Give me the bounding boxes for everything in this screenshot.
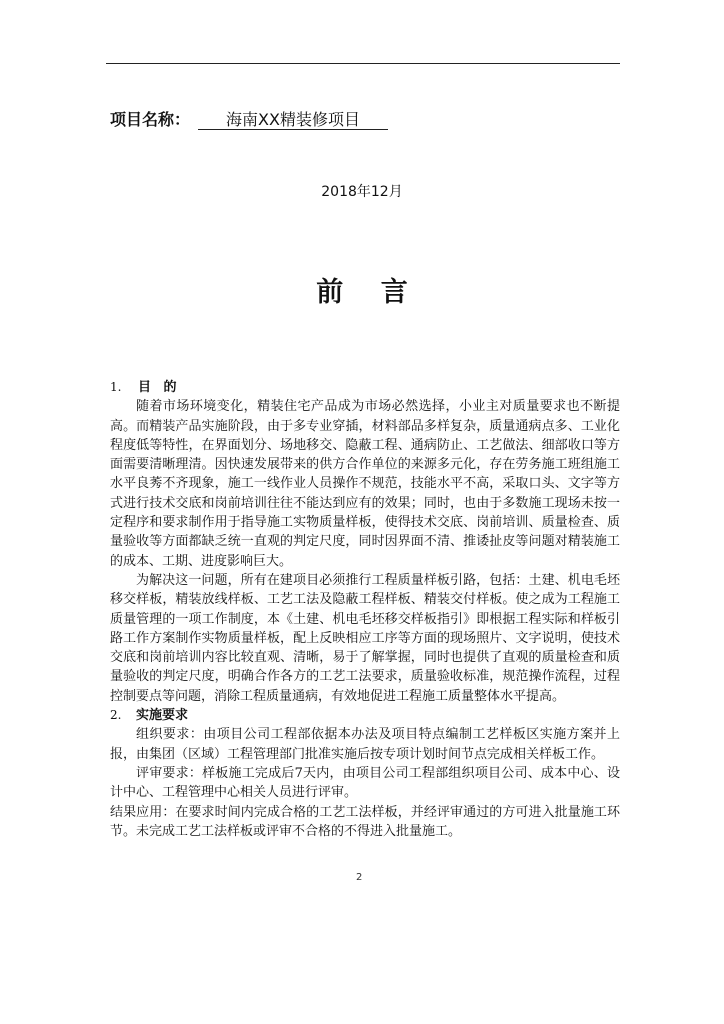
paragraph: 随着市场环境变化，精装住宅产品成为市场必然选择，小业主对质量要求也不断提高。而精装产品实施阶段，由于多专业穿插，材料部品多样复杂，质量通病点多、工业化程度低等特性，在界面划分、场地移交、隐蔽工程、通病防止、工艺做法、细部收口等方面需要清晰理清。因快速发展带来的供方合作单位的来源多元化，存在劳务施工班组施工水平良莠不齐现象，施工一线作业人员操作不规范，技能水平不高，采取口头、文字等方式进行技术交底和岗前培训往往不能达到应有的效果；同时，也由于多数施工现场未按一定程序和要求制作用于指导施工实物质量样板，使得技术交底、岗前培训、质量检查、质量验收等方面都缺乏统一直观的判定尺度，同时因界面不清、推诿扯皮等问题对精装施工的成本、工期、进度影响巨大。 <box>110 399 620 569</box>
project-name-label: 项目名称： <box>110 110 191 129</box>
paragraph: 为解决这一问题，所有在建项目必须推行工程质量样板引路，包括：土建、机电毛坯移交样板，精装放线样板、工艺工法及隐蔽工程样板、精装交付样板。使之成为工程施工质量管理的一项工作制度，本《土建、机电毛坯移交样板指引》即根据工程实际和样板引路工作方案制作实物质量样板，配上反映相应工序等方面的现场照片、文字说明，使技术交底和岗前培训内容比较直观、清晰，易于了解掌握，同时也提供了直观的质量检查和质量验收的判定尺度，明确合作各方的工艺工法要求，质量验收标准，规范操作流程，过程控制要点等问题，消除工程质量通病，有效地促进工程施工质量整体水平提高。 <box>110 572 620 704</box>
section-title: 实施要求 <box>136 708 189 724</box>
document-body <box>110 378 620 841</box>
section-number: 1. <box>110 380 122 394</box>
page-number: 2 <box>356 872 363 883</box>
document-date: 2018年12月 <box>321 184 403 200</box>
section-heading-purpose <box>110 378 620 397</box>
project-name-value: 海南XX精装修项目 <box>198 111 388 130</box>
paragraph: 结果应用：在要求时间内完成合格的工艺工法样板，并经评审通过的方可进入批量施工环节。未完成工艺工法样板或评审不合格的不得进入批量施工。 <box>110 804 620 839</box>
header-rule <box>106 63 620 64</box>
paragraph: 组织要求：由项目公司工程部依据本办法及项目特点编制工艺样板区实施方案并上报，由集团（区域）工程管理部门批准实施后按专项计划时间节点完成相关样板工作。 <box>110 727 620 762</box>
section-number: 2. <box>110 708 122 723</box>
paragraph: 评审要求：样板施工完成后7天内，由项目公司工程部组织项目公司、成本中心、设计中心、工程管理中心相关人员进行评审。 <box>110 765 620 801</box>
section-heading-requirements <box>110 706 620 725</box>
page-title: 前 言 <box>316 277 422 308</box>
section-title: 目 的 <box>138 380 181 395</box>
project-name-line <box>110 107 388 130</box>
